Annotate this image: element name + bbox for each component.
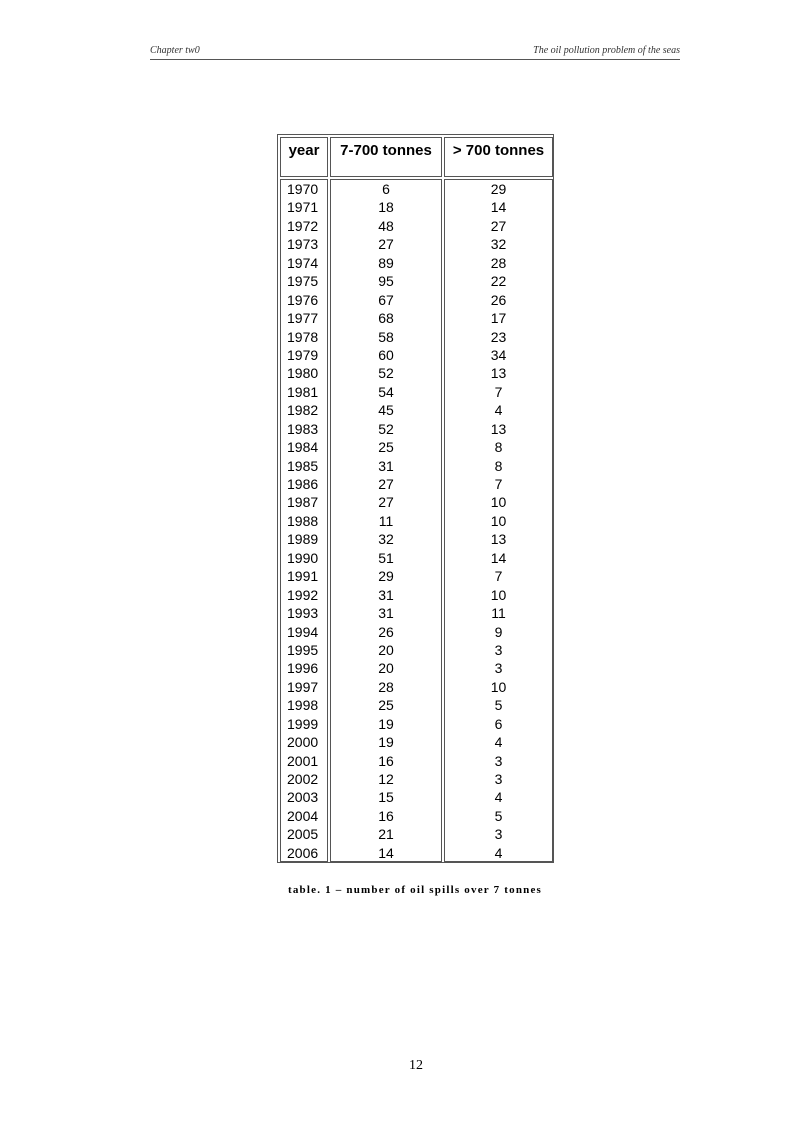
table-cell-over-700-tonnes: 11	[491, 605, 506, 622]
table-cell-year: 1973	[287, 236, 319, 253]
table-cell-over-700-tonnes: 3	[494, 641, 503, 658]
table-cell-over-700-tonnes: 28	[490, 254, 507, 271]
header-chapter: Chapter tw0	[150, 45, 200, 56]
oil-spills-table	[277, 134, 554, 863]
table-cell-year: 1986	[287, 476, 319, 492]
table-cell-year: 1974	[287, 254, 319, 271]
table-cell-year: 2006	[287, 844, 319, 861]
table-cell-year: 1984	[287, 439, 319, 456]
table-cell-over-700-tonnes: 26	[490, 291, 507, 308]
table-cell-over-700-tonnes: 6	[494, 715, 503, 732]
table-cell-over-700-tonnes: 14	[490, 199, 507, 216]
table-caption: table. 1 – number of oil spills over 7 tonnes	[287, 884, 543, 896]
table-cell-over-700-tonnes: 3	[494, 752, 503, 769]
table-cell-over-700-tonnes: 13	[490, 420, 507, 437]
column-header-7-700-tonnes: 7-700 tonnes	[330, 137, 442, 177]
table-cell-year: 1999	[287, 715, 319, 732]
table-cell-year: 1987	[287, 494, 319, 511]
table-cell-7-700-tonnes: 89	[378, 254, 394, 271]
table-cell-over-700-tonnes: 8	[494, 457, 503, 474]
table-cell-7-700-tonnes: 60	[378, 346, 394, 363]
table-cell-over-700-tonnes: 13	[490, 365, 507, 382]
table-cell-over-700-tonnes: 5	[494, 807, 503, 824]
table-cell-7-700-tonnes: 15	[378, 789, 394, 806]
table-cell-7-700-tonnes: 48	[378, 217, 394, 234]
table-cell-7-700-tonnes: 28	[378, 678, 394, 695]
table-cell-over-700-tonnes: 10	[490, 494, 507, 511]
table-cell-year: 1990	[287, 549, 319, 566]
year-column	[280, 179, 328, 862]
table-cell-year: 1991	[287, 568, 319, 585]
table-cell-over-700-tonnes: 22	[490, 273, 507, 290]
table-cell-7-700-tonnes: 51	[378, 549, 394, 566]
table-cell-over-700-tonnes: 7	[494, 383, 503, 400]
table-cell-year: 1997	[287, 678, 319, 695]
table-cell-7-700-tonnes: 45	[378, 402, 394, 419]
table-cell-over-700-tonnes: 23	[490, 328, 507, 345]
page-header	[150, 45, 680, 60]
table-cell-7-700-tonnes: 58	[378, 328, 394, 345]
table-cell-year: 1970	[287, 181, 319, 197]
table-cell-7-700-tonnes: 21	[378, 826, 394, 843]
table-cell-7-700-tonnes: 31	[378, 586, 394, 603]
table-cell-year: 1988	[287, 512, 319, 529]
table-cell-7-700-tonnes: 16	[378, 807, 394, 824]
table-header-row	[280, 137, 551, 177]
table-cell-year: 1975	[287, 273, 319, 290]
table-cell-year: 1985	[287, 457, 319, 474]
table-cell-7-700-tonnes: 31	[378, 457, 394, 474]
table-cell-over-700-tonnes: 34	[490, 346, 507, 363]
table-cell-over-700-tonnes: 17	[490, 310, 507, 327]
table-cell-year: 2002	[287, 771, 319, 787]
table-cell-year: 1989	[287, 531, 319, 548]
table-cell-year: 1980	[287, 365, 319, 382]
table-cell-7-700-tonnes: 25	[378, 439, 394, 456]
table-cell-year: 1982	[287, 402, 319, 419]
table-cell-7-700-tonnes: 20	[378, 641, 394, 658]
table-cell-year: 2004	[287, 807, 319, 824]
table-cell-over-700-tonnes: 7	[494, 476, 503, 492]
table-cell-7-700-tonnes: 32	[378, 531, 394, 548]
table-cell-over-700-tonnes: 10	[490, 586, 507, 603]
table-cell-7-700-tonnes: 52	[378, 420, 394, 437]
table-cell-7-700-tonnes: 52	[378, 365, 394, 382]
table-cell-year: 2000	[287, 734, 319, 751]
table-cell-7-700-tonnes: 27	[378, 476, 394, 492]
table-cell-over-700-tonnes: 8	[494, 439, 503, 456]
column-header-year: year	[280, 137, 328, 177]
table-cell-over-700-tonnes: 14	[490, 549, 507, 566]
table-cell-over-700-tonnes: 13	[490, 531, 507, 548]
table-cell-year: 2003	[287, 789, 319, 806]
table-cell-7-700-tonnes: 67	[378, 291, 394, 308]
table-cell-7-700-tonnes: 18	[378, 199, 394, 216]
table-cell-over-700-tonnes: 9	[494, 623, 503, 640]
table-cell-year: 1981	[287, 383, 319, 400]
header-title: The oil pollution problem of the seas	[533, 45, 680, 56]
table-cell-over-700-tonnes: 5	[494, 697, 503, 714]
table-cell-year: 1977	[287, 310, 319, 327]
table-cell-year: 1976	[287, 291, 319, 308]
table-cell-over-700-tonnes: 27	[490, 217, 507, 234]
table-cell-over-700-tonnes: 3	[494, 660, 503, 677]
table-cell-year: 1972	[287, 217, 319, 234]
table-cell-7-700-tonnes: 26	[378, 623, 394, 640]
table-cell-over-700-tonnes: 4	[494, 789, 503, 806]
table-cell-7-700-tonnes: 14	[378, 844, 394, 861]
column-header-over-700-tonnes: > 700 tonnes	[444, 137, 553, 177]
table-cell-year: 1992	[287, 586, 319, 603]
table-cell-over-700-tonnes: 10	[490, 678, 507, 695]
table-cell-7-700-tonnes: 16	[378, 752, 394, 769]
table-cell-over-700-tonnes: 7	[494, 568, 503, 585]
table-cell-year: 1996	[287, 660, 319, 677]
table-cell-year: 1994	[287, 623, 319, 640]
table-cell-over-700-tonnes: 4	[494, 844, 503, 861]
table-cell-7-700-tonnes: 6	[382, 181, 390, 197]
table-cell-year: 1993	[287, 605, 319, 622]
table-cell-7-700-tonnes: 95	[378, 273, 394, 290]
table-cell-year: 1979	[287, 346, 319, 363]
table-cell-over-700-tonnes: 3	[494, 826, 503, 843]
table-cell-over-700-tonnes: 29	[490, 181, 507, 197]
table-cell-year: 1998	[287, 697, 319, 714]
large-spills-column	[444, 179, 553, 862]
table-cell-year: 1978	[287, 328, 319, 345]
table-cell-over-700-tonnes: 3	[494, 771, 503, 787]
table-cell-7-700-tonnes: 12	[378, 771, 394, 787]
table-cell-over-700-tonnes: 10	[490, 512, 507, 529]
table-cell-7-700-tonnes: 19	[378, 715, 394, 732]
table-cell-7-700-tonnes: 27	[378, 236, 394, 253]
table-cell-year: 1995	[287, 641, 319, 658]
table-cell-7-700-tonnes: 19	[378, 734, 394, 751]
table-cell-year: 1971	[287, 199, 319, 216]
table-cell-7-700-tonnes: 68	[378, 310, 394, 327]
table-cell-year: 2001	[287, 752, 319, 769]
table-cell-7-700-tonnes: 29	[378, 568, 394, 585]
table-cell-year: 1983	[287, 420, 319, 437]
table-cell-over-700-tonnes: 4	[494, 402, 503, 419]
table-cell-over-700-tonnes: 4	[494, 734, 503, 751]
table-cell-over-700-tonnes: 32	[490, 236, 507, 253]
table-cell-7-700-tonnes: 31	[378, 605, 394, 622]
table-cell-7-700-tonnes: 11	[378, 512, 394, 529]
table-cell-7-700-tonnes: 27	[378, 494, 394, 511]
small-spills-column	[330, 179, 442, 862]
table-cell-7-700-tonnes: 20	[378, 660, 394, 677]
table-cell-7-700-tonnes: 54	[378, 383, 394, 400]
table-cell-year: 2005	[287, 826, 319, 843]
table-cell-7-700-tonnes: 25	[378, 697, 394, 714]
page-number: 12	[409, 1058, 423, 1073]
